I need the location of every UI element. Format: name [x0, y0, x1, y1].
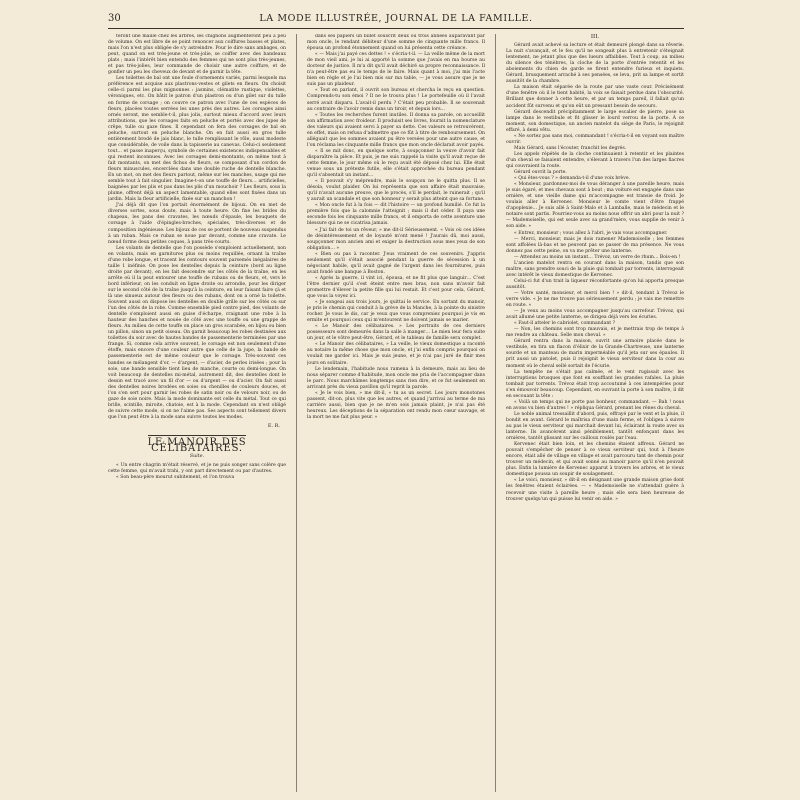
section-title: LE MANOIR DES CÉLIBATAIRES. — [147, 437, 247, 455]
paragraph: « Après la guerre, il vint ici, épousa, et ne fit plus que languir… C'est l'être dernier qu'il s'est éteint entre mes bras, non sans m'avoir fait promettre d'élever la petite fille qui lui restait. Et c'est pour cela, Gérard, que vous la voyez ici. — [307, 275, 485, 300]
paragraph: — Attendez au moins un instant… Trévoz, un verre de rhum… Bois-en ! — [514, 254, 681, 260]
paragraph: « Tout en parlant, il ouvrit son bureau et chercha le reçu en question. Comprends-tu son émoi ? Il ne le trouva plus ! Le portefeuille où il l'avait serré avait disparu. L'avait-il perdu ? C'était peu probable. Il se souvenait au contraire de l'avoir remis dans un tiroir, et depuis lors… — [307, 88, 485, 112]
paragraph: Celui-ci fut d'un trait la liqueur réconfortante qu'on lui apporta presque aussitôt. — [506, 278, 684, 290]
paragraph: « Ne sortez pas sans moi, commandant ! s'écria-t-il en voyant son maître ouvrir. — [506, 133, 684, 145]
paragraph: — Je veux au moins vous accompagner jusqu'au carrefour. Trévoz, qui avait allumé une petite lanterne, se dirigea déjà vers les écuries. — [506, 309, 684, 321]
paragraph: Mais Gérard, sans l'écouter, franchit les degrés. — [514, 145, 627, 151]
paragraph: Gérard avait achevé sa lecture et était demeuré plongé dans sa rêverie. La nuit s'avançait, et le feu qu'il ne songeait plus à entretenir s'éteignait lentement, ne jetant plus que des lueurs affaiblies. Tout à coup, au milieu du silence des ténèbres, la cloche de la porte d'entrée retentit et les aboiements du chien de garde se firent entendre furieux et inquiets. Gérard, brusquement arraché à ses pensées, se leva, prit sa lampe et sortit aussitôt de la chambre. — [506, 43, 684, 85]
paragraph: « Toutes les recherches furent inutiles. Il donna sa parole, on accueillit son affirmation avec froideur. Il produisit ses livres, fournit la nomenclature des valeurs qui avaient servi à payer sa dette. Ces valeurs se retrouvèrent, en effet, mais on refusa d'admettre que ce fût à titre de remboursement. On alléguait que les sommes avaient pu être versées pour une autre cause, et l'on réclama les cinquante mille francs que mon oncle déclarait avoir payés. — [307, 112, 485, 148]
paragraph: « Mon oncle fut à la fois — dit l'histoire — un profond humilié. Ce fut la première fois que la calomnie l'atteignit ; mais il dut céder. Il paya une seconde fois les cinquante mille francs, et il emporta de cette aventure une blessure qui ne se cicatrisa jamais. — [307, 203, 485, 227]
paragraph: « Il pouvait s'y méprendre, mais le soupçon ne le quitta plus. Il se désola, voulut plaider. On lui représenta que son affaire était mauvaise, qu'il n'avait aucune preuve, que le procès, s'il le perdait, le ruinerait ; qu'il y aurait un scandale et que son honneur y serait plus atteint que sa fortune. — [307, 179, 485, 203]
page-number: 30 — [108, 12, 121, 24]
chapter-heading: III. — [590, 34, 600, 40]
paragraph: « Qui êtes-vous ? » demanda-t-il d'une voix brève. — [514, 176, 630, 182]
column-1 — [108, 34, 286, 792]
paragraph: « J'ai fait de toi un rêveur, » me dit-il Sérieusement. « Vois où ces idées de désintéressement et de loyauté m'ont mené ! J'aurais dû, moi aussi, soupçonner mon ancien ami et exiger la destruction sous mes yeux de son obligation… » — [307, 227, 485, 251]
paragraph: La maison était séparée de la route par une vaste cour. Précisément d'une fenêtre où il le tient habité, la voix se faisait perdue dans l'obscurité. Brillant que donner à cette heure, et par un temps pareil, il fallait qu'un accident fût survenu et qu'on eût un pressant besoin de secours. — [506, 85, 684, 109]
paragraph: « Monsieur, pardonnez-moi de vous déranger à une pareille heure, mais je suis égaré, et mes chevaux sont à bout ; ma voiture est engagée dans une ornière, et une vieille dame qui m'accompagne est transie de froid. Je voulais aller à Kervenec. Monsieur le comte vient d'être frappé d'apoplexie… Je suis allé à Saint-Malo et à Lamballe, mais le médecin et le notaire sont partis. Pourriez-vous au moins nous offrir un abri pour la nuit ? — Mademoiselle, qui est seule avec sa grand'mère, vous supplie de venir à son aide. » — [506, 182, 684, 230]
paragraph: « Je songeai aux trois jours, je quittai le service. En sortant du manoir, je pris le chemin qui conduit à la grève de la Manche, à la pointe du sinistre rocher. Je vous le dis, car je veux que vous compreniez pourquoi je vis en ermite et pourquoi ceux qui m'entourent ne doivent jamais se marier. — [307, 300, 485, 324]
author-signature: E. R. — [267, 423, 280, 429]
section-divider — [148, 435, 246, 436]
paragraph: teront une maille chez les arbres, les chignons augmenteront peu à peu de volume. On est libre de se point renoncer aux coiffures basses et plates, mais l'on n'est plus obligée de s'y astreindre. Pour le dire sans ambages, on peut, quand on est très-jeune et très-jolie, se coiffer avec des bandeaux plats ; mais l'intérêt bien entendu des femmes qui ne sont plus très-jeunes, et pas très-jolies, leur commande de choisir une autre coiffure, et de gonfler un peu les cheveux de devant et de garnir la tête. — [108, 34, 286, 76]
paragraph: La tempête ne s'était pas calmée, et le vent rugissait avec les interruptions brusques que font en soufflant les grandes rafales. La pluie tombait par torrents. Trévoz était trop accoutumé à ces intempéries pour s'en émouvoir beaucoup. Cependant, en ouvrant la porte à son maître, il dit en secouant la tête : — [506, 369, 684, 399]
paragraph: « Je le vois bien, » me dit-il, « tu as un secret. Les jours monotones passent, dit-on, plus vite que les autres, et quand j'arrivai au terme de ma carrière aussi, bien que je ne m'en sois jamais plaint, je n'ai pas été heureux. Les déceptions de la séparation ont rendu mon cœur sauvage, et la mort ne me fait plus peur. » — [307, 390, 485, 420]
paragraph: Kervenec était bien loin, et les chemins étaient affreux. Gérard ne pouvait s'empêcher de penser à ce vieux serviteur qui, tout à l'heure encore, était allé de village en village et avait parcouru tant de chemin pour trouver un médecin, et qui avait sonné au manoir parce qu'il n'en pouvait plus. Enfin la lumière de Kervenec apparut à travers les arbres, et le vieux domestique poussa un soupir de soulagement. — [506, 442, 684, 478]
paragraph: — Votre santé, monsieur, et merci bien ! » dit-il, tendant à Trévoz le verre vide. « Je ne me trouve pas sérieusement perdu ; je vais me remettre en route. » — [506, 290, 684, 309]
paragraph: « — Mais j'ai payé ces dettes ! » s'écria-t-il. — La veille même de la mort de mon vieil ami, je lui ai apporté la somme que j'avais en ma bourse au docteur de justice. Il m'a dit qu'il avait déchiré sa propre reconnaissance. Il n'a peut-être pas eu le temps de le faire. Mais quant à moi, j'ai mis l'acte bien en règle et je l'ai bien mis sur ma table, — je vous assure que je ne suis pas un plaideur. — [307, 52, 485, 88]
paragraph: « Le voici, monsieur, » dit-il en désignant une grande maison grise dont les fenêtres étaient éclairées. — « Mademoiselle ne s'attendait guère à recevoir une visite à pareille heure ; mais elle sera bien heureuse de trouver quelqu'un qui puisse lui venir en aide. » — [506, 478, 684, 502]
paragraph: « Voilà un temps qui ne porte pas bonheur, commandant. — Bah ! nous en avons vu bien d'autres ! » répliqua Gérard, prenant les rênes du cheval. — [506, 399, 684, 411]
article-body — [108, 34, 684, 792]
paragraph: Gérard ouvrit la porte. — [514, 170, 567, 176]
paragraph: « Entrez, monsieur ; vous allez à l'abri, je vais vous accompagner. — [514, 230, 668, 236]
section-subtitle: Suite. — [189, 454, 205, 460]
paragraph: J'ai déjà dit que l'on portait énormément de bijoux. On en met de diverses sortes, sous doute, mais à toute heure. On fixe les brides du chapeau, les pans des cravates, les nœuds d'épaule, les bouquets de corsage à l'aide d'épingles-broches, spéciales, très-diverses et de composition ingénieuse. Les bijoux de ces se portent de nouveau suspendus à un ruban. Mais ce ruban se noue par devant, comme une cravate. Le nœud forme deux petites coques, à pans très-courts. — [108, 203, 286, 245]
column-2 — [307, 34, 485, 792]
paragraph: Le noble animal tressaillit d'abord, puis, effrayé par le vent et la pluie, il bondit en avant. Gérard le maîtrisa d'une main ferme, et l'obligea à suivre au pas le vieux serviteur qui marchait devant lui, éclairant la route avec sa lanterne. Ils avancèrent ainsi péniblement, tantôt enfonçant dans les ornières, tantôt glissant sur les cailloux roulés par l'eau. — [506, 411, 684, 442]
page-header — [108, 8, 684, 29]
paragraph: « Le Manoir des célibataires, » La veille, le vieux domestique a raconté au notaire la même chose que mon oncle, et j'ai enfin compris pourquoi on voulait me garder ici. Mais je suis jeune, et je n'ai pas juré de finir mes jours en solitaire. — [307, 342, 485, 366]
column-divider — [495, 34, 496, 792]
paragraph: — Non, les chemins sont trop mauvais, et je mettrais trop de temps à me rendre au château. Selle mon cheval. » — [506, 327, 684, 339]
paragraph: Les volants de dentelle que l'on possède s'emploient actuellement, non en volants, mais en garnitures plus ou moins requillée, ornant la traîne d'une robe longue, et tracent les contours souvent parsemés inégalaires de taille 1 inéfinie. On pose les dentelles depuis la ceinture (bord au ligne droite par devant), en les fait descendre sur les côtés de la traîne, en les arrête où il la peut entourer une touffe de rubans ou de fleurs, et, vers le bord inférieur, on les conduit en ligne droite ou arrondie, pour les diriger sur le second côté de la traîne jusqu'à la ceinture, en leur faisant faire çà et là une sinueux autour des fleurs ou des rubans, dont on a orné la toilette. Souvent aussi on dispose les dentelles en double grille sur les côtés ou sur l'un des côtés de la robe. Comme ensemble pied contre pied, des volants de dentelle s'emploient aussi en guise d'écharpe, craignant une robe à la hauteur des hanches et nouée de côté avec une touffe ou une grappe de fleurs. Au milieu de cette touffe on place un gros scarabée, en bijou ou bien un pillon, sinon un petit oiseau. On garnit beaucoup les robes destinées aux toilettes du soir avec de hautes bandes de passementerie terminées par une frange. Si, comme cela arrive souvent, le corsage est non seulement d'une étoffe, mais encore d'une couleur autre que celle de la jupe, la bande de passementerie est de même couleur que le corsage. Très-souvent ces bandes se mélangent d'or, — d'argent, — d'acier, de perles irisées ; pour la soie, une bande sensible tient lieu de manche, courte ou demi-longue. On voit beaucoup de dentelles mi-métal, autrement dit, des dentelles dont le dessin est tracé avec un fil d'or — ou d'argent — ou d'acier. On fait aussi des dentelles noires brodées en soies ou chenilles de couleurs douces, et l'on s'en sert pour garnir les robes de satin noir ou de velours noir, ou de gaze de soie noire. Mais la mode dominante est celle du métal. Tout ce qui brille, scintille, miroite, chatoie, est à la mode. Cependant on n'est obligé de suivre cette mode, si on ne l'aime pas. Ses aspects sont tellement divers que l'on peut être à la mode sans suivre toutes les modes. — [108, 245, 286, 420]
running-title: LA MODE ILLUSTRÉE, JOURNAL DE LA FAMILLE. — [259, 12, 533, 24]
paragraph: Le lendemain, l'habitude nous ramena à la demeure, mais au lieu de nous séparer comme d'habitude, mon oncle me pria de l'accompagner dans le parc. Nous marchâmes longtemps sans rien dire, et ce fut seulement en arrivant près du vieux pavillon qu'il reprit la parole. — [307, 366, 485, 390]
paragraph: dans ses papiers un billet souscrit deux ou trois années auparavant par mon oncle, le rendant débiteur d'une somme de cinquante mille francs. Il épousa un profond étonnement quand on lui présenta cette créance. — [307, 34, 485, 52]
paragraph: « Bien ou pas à raconter. J'eus vraiment de ces souvenirs. J'appris seulement qu'il s'était associé pendant la guerre de sécession à un négociant habile, qu'il avait gagné de l'argent dans les fournitures, puis avait fondé une banque à Boston. — [307, 251, 485, 275]
column-3 — [506, 34, 684, 792]
paragraph: « Il se mit donc, en quelque sorte, à soupçonner la veuve d'avoir fait disparaître la pièce. Et puis, je me suis rappelé la visite qu'il avait reçue de cette femme, le jour même où le reçu avait été déposé chez lui. Elle était venue sous un prétexte futile, elle s'était approchée du bureau pendant qu'il s'absentait un instant… — [307, 148, 485, 179]
paragraph: « Faut-il atteler le cabriolet, commandant ? — [514, 321, 616, 327]
paragraph: « Le Manoir des célibataires. » Les portraits de ces derniers possesseurs sont demeurés dans la salle à manger… Le mien leur fera suite un jour, et le vôtre peut-être, Gérard, et le tableau de famille sera complet. — [307, 324, 485, 342]
column-divider — [296, 34, 297, 792]
paragraph: Gérard rentra dans la maison, ouvrit une armoire placée dans le vestibule, en tira un flacon d'élixir de la Grande-Chartreuse, une lanterne sourde et un manteau de marin imperméable qu'il jeta sur ses épaules. Il prit aussi un pistolet, puis il rejoignit le vieux serviteur dans la cour au moment où le cheval sellé sortait de l'écurie. — [506, 339, 684, 369]
paragraph: Les appels répétés de la cloche continuaient à retentir et les plaintes d'un cheval se faisaient entendre, s'élevant à travers l'un des larges fiacres qui couvraient la route. — [506, 151, 684, 169]
paragraph: L'ancien matelot rentra en courant dans la maison, tandis que son maître, sans prendre souci de la pluie qui tombait par torrents, interrogeait avec intérêt le vieux domestique de Kervenec. — [506, 260, 684, 278]
paragraph: Les toilettes de bal ont une foule d'ornements variés, parmi lesquels ma préférence est acquise aux plastrons-vestes et gilets en fleurs. On choisit celle-ci parmi les plus mignonnes : jasmins, clématite rustique, violettes, véroniques, etc. On bâtit le patron d'un plastron ou d'un gilet sur du tulle en forme de corsage ; on couvre ce patron avec l'une de ces espèces de fleurs, placées toutes serrées les unes près des autres. Les corsages ainsi ornés seront, me semble-t-il, plus jolis, surtout mieux d'accord avec leurs attributions, que les corsages faits en peluche et portés avec des jupes de crêpe, tulle ou gaze fines. Il cependant on fera des corsages de bal en peluche, surtout en peluche blanche. On en fait aussi en gros tulle entièrement brodé de jais blanc, le tulle remplissant le rôle, aussi modeste que considérable, de voile dans la tapisserie au canevas. Celui-ci seulement tout… et passe inaperçu, symbole de certaines existences indispensables et qui restent inconnues. Avec les corsages demi-montants, on même tout à fait montants, on met des fichus de fleurs, se composant d'un cordon de fleurs minuscules, encerclées dans une double ruche de dentelle blanche. En un mot, on met des fleurs partout, même sur les manches, usage qui me semble tout à fait singulier. Imagine-t-on une touffe de fleurs… artificielles, baignées par les plis et pas dans les plis d'un mouchoir ? Les fleurs, sous la plume, offrent déjà un aspect lamentable, quand elles sont fixées dans un jardin. Mais la fleur artificielle, fixée sur un manchon ! — [108, 76, 286, 203]
paragraph: — Merci, monsieur, mais je dois ramener Mademoiselle ; les femmes sont affolées là-bas et ne peuvent pas se passer de ma présence. Ne vous donnez pas cette peine, on va me prêter une lanterne. — [506, 236, 684, 254]
paragraph: Gérard descendit précipitamment le large escalier de pierre, pose sa lampe dans le vestibule et fit glisser le lourd verrou de la porte. À ce moment, son domestique, un ancien matelot du siège de Paris, le rejoignit effaré, à demi vêtu. — [506, 109, 684, 133]
paragraph: « Son beau-père mourut subitement, et l'on trouva — [116, 475, 235, 481]
paragraph: « Un entre chagrin m'était réservé, et je ne puis songer sans colère que cette femme, qui m'avait trahi, y ont part directement ou par d'autres. — [108, 463, 286, 475]
